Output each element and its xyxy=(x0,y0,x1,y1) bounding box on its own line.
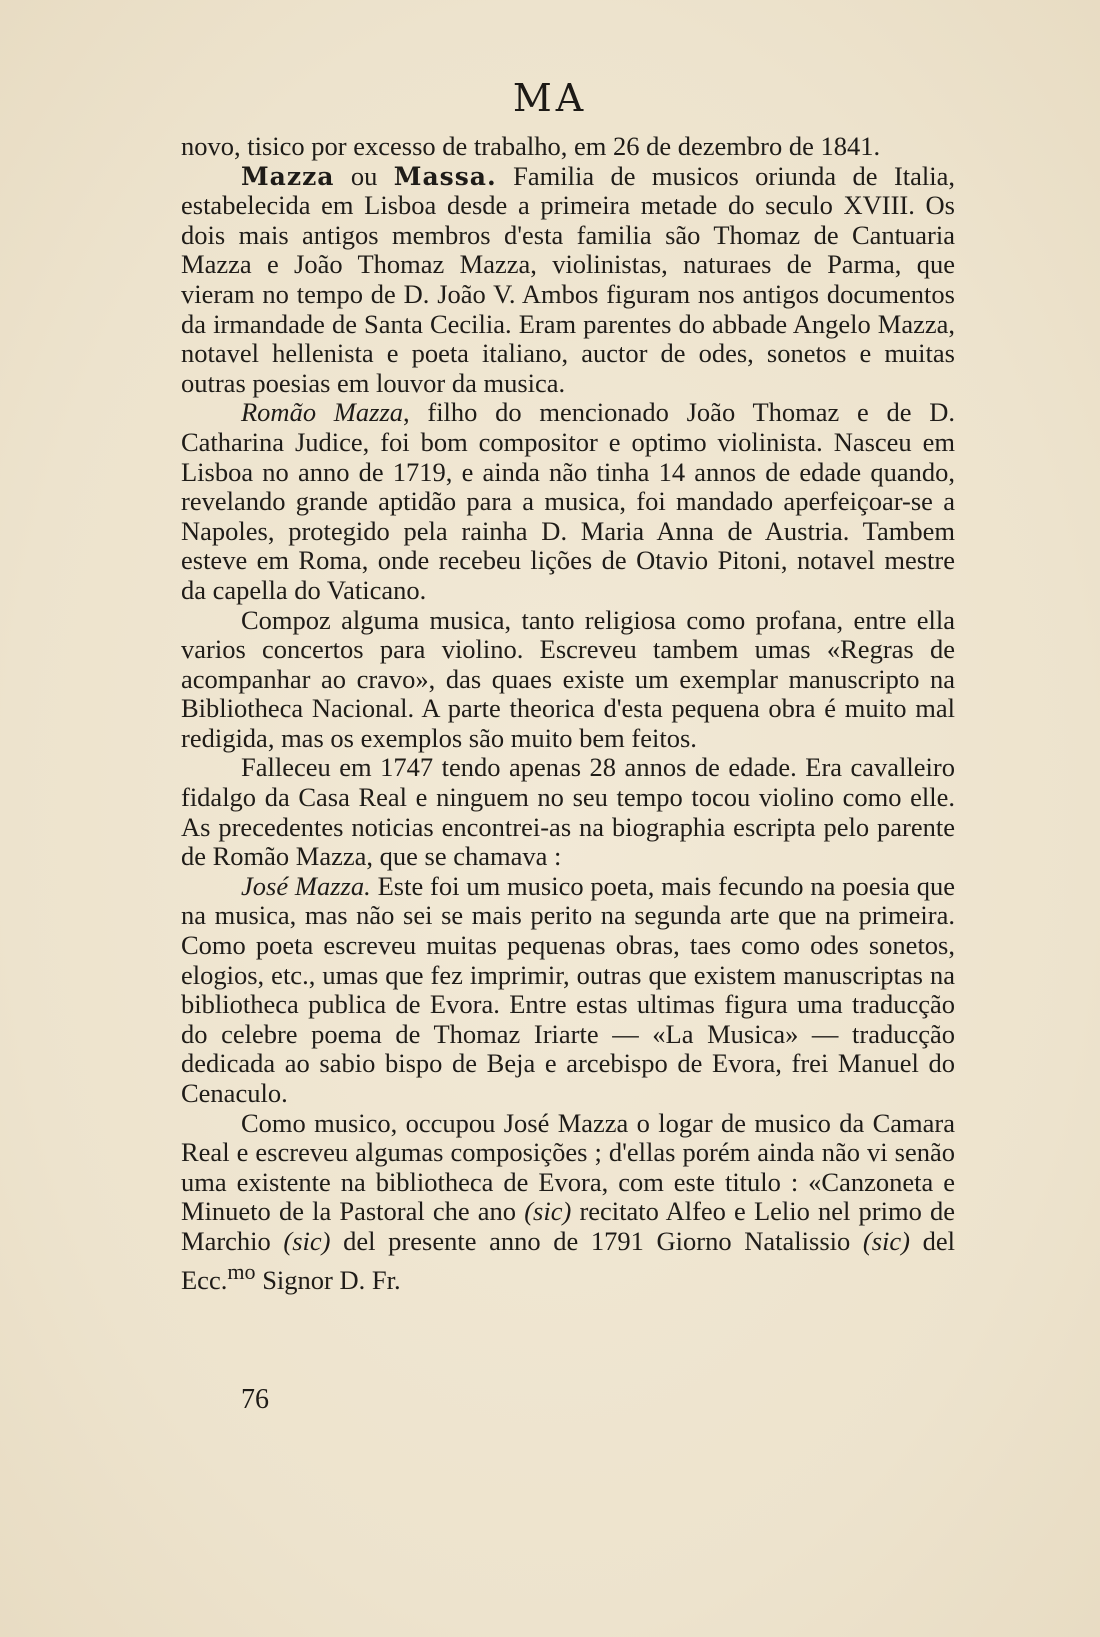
person-name-jose: José Mazza. xyxy=(241,870,371,901)
inline-text: del Ecc. xyxy=(181,1225,955,1295)
sic-note: (sic) xyxy=(862,1225,910,1256)
inline-text: Familia de musicos oriunda de Italia, estabelecida em Lisboa desde a primeira metade do seculo XVIII. Os dois mais antigos membros d'esta familia são Thomaz de Cantuaria Mazza e João Thomaz Mazza, violinistas, naturaes de Parma, que vieram no tempo de D. João V. Ambos figuram nos antigos documentos da irmandade de Santa Cecilia. Eram parentes do abbade Angelo Mazza, notavel hellenista e poeta italiano, auctor de odes, sonetos e muitas outras poesias em louvor da musica. xyxy=(181,160,956,398)
inline-text: , filho do mencionado João Thomaz e de D. Catharina Judice, foi bom compositor e optimo violinista. Nasceu em Lisboa no anno de 1719, e ainda não tinha 14 annos de edade quando, revelando grande aptidão para a musica, foi mandado aperfeiçoar-se a Napoles, protegido pela rainha D. Maria Anna de Austria. Tambem esteve em Roma, onde recebeu lições de Otavio Pitoni, notavel mestre da capella do Vaticano. xyxy=(181,397,955,605)
superscript: mo xyxy=(227,1258,256,1284)
inline-text: Signor D. Fr. xyxy=(255,1264,401,1295)
paragraph: novo, tisico por excesso de trabalho, em 26 de dezembro de 1841. xyxy=(181,131,881,161)
entry-heading-massa: Massa. xyxy=(393,161,497,191)
entry-heading-mazza: Mazza xyxy=(241,161,335,191)
running-head: MA xyxy=(512,76,588,120)
page-number: 76 xyxy=(241,1384,269,1415)
inline-text: Como musico, occupou José Mazza o logar de musico da Camara Real e escreveu algumas composições ; d'ellas porém ainda não vi senão uma existente na bibliotheca de Evora, com este titulo : «Canzoneta e Minueto de la Pastoral che ano xyxy=(181,1107,955,1227)
body-text xyxy=(181,132,955,1295)
person-name-romao: Romão Mazza xyxy=(241,397,404,428)
sic-note: (sic) xyxy=(524,1196,572,1227)
paragraph xyxy=(181,162,955,399)
paragraph xyxy=(181,872,955,1109)
inline-text: ou xyxy=(334,160,394,191)
paragraph: Compoz alguma musica, tanto religiosa como profana, entre ella varios concertos para violino. Escreveu tambem umas «Regras de acompanhar ao cravo», das quaes existe um exemplar manuscripto na Bibliotheca Nacional. A parte theorica d'esta pequena obra é muito mal redigida, mas os exemplos são muito bem feitos. xyxy=(181,604,955,753)
paragraph xyxy=(181,398,955,605)
paragraph xyxy=(181,1109,955,1295)
inline-text: recitato Alfeo e Lelio nel primo de Marchio xyxy=(181,1196,955,1256)
inline-text: del presente anno de 1791 Giorno Natalissio xyxy=(330,1225,863,1256)
inline-text: Este foi um musico poeta, mais fecundo na poesia que na musica, mas não sei se mais perito na segunda arte que na primeira. Como poeta escreveu muitas pequenas obras, taes como odes sonetos, elogios, etc., umas que fez imprimir, outras que existem manuscriptas na bibliotheca publica de Evora. Entre estas ultimas figura uma traducção do celebre poema de Thomaz Iriarte — «La Musica» — traducção dedicada ao sabio bispo de Beja e arcebispo de Evora, frei Manuel do Cenaculo. xyxy=(181,870,955,1108)
sic-note: (sic) xyxy=(283,1225,331,1256)
paragraph: Falleceu em 1747 tendo apenas 28 annos de edade. Era cavalleiro fidalgo da Casa Real e ninguem no seu tempo tocou violino como elle. As precedentes noticias encontrei-as na biographia escripta pelo parente de Romão Mazza, que se chamava : xyxy=(181,752,955,872)
